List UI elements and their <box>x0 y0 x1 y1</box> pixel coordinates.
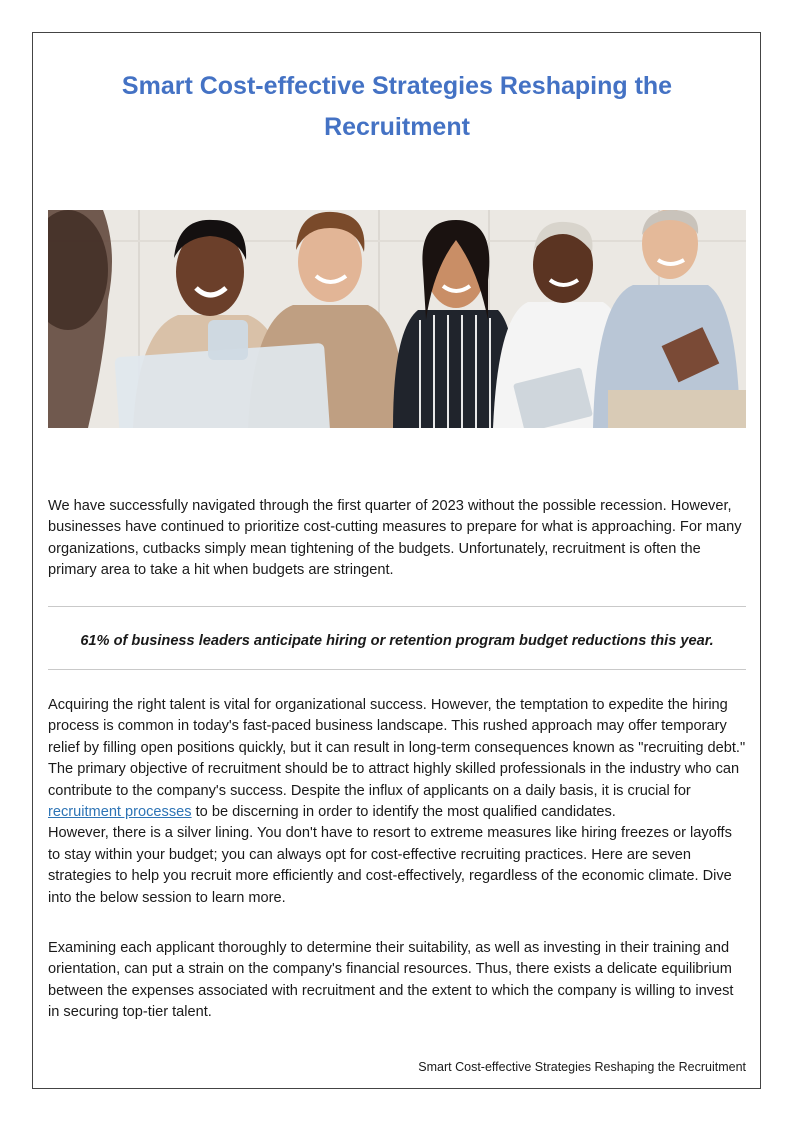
body-paragraph <box>48 695 746 909</box>
closing-paragraph: Examining each applicant thoroughly to determine their suitability, as well as investing in their training and orientation, can put a strain on the company's financial resources. Thus, there exists a delicate equilibrium between the expenses associated with recruitment and the extent to which the company is willing to invest in securing top-tier talent. <box>48 940 734 1021</box>
body-text-part1: Acquiring the right talent is vital for organizational success. However, the temptation to expedite the hiring process is common in today's fast-paced business landscape. This rushed approach may offer temporary relief by filling open positions quickly, but it can result in long-term consequences known as "recruiting debt." The primary objective of recruitment should be to attract highly skilled professionals in the industry who can contribute to the company's success. Despite the influx of applicants on a daily basis, it is crucial for <box>48 697 746 799</box>
page-title: Smart Cost-effective Strategies Reshaping the Recruitment <box>121 72 673 141</box>
intro-paragraph: We have successfully navigated through the first quarter of 2023 without the possible recession. However, businesses have continued to prioritize cost-cutting measures to prepare for what is approaching. For many organizations, cutbacks simply mean tightening of the budgets. Unfortunately, recruitment is often the primary area to take a hit when budgets are stringent. <box>48 498 742 579</box>
hero-image <box>48 210 746 428</box>
quote-divider-top <box>48 606 746 607</box>
body-text-part3: However, there is a silver lining. You don't have to resort to extreme measures like hiring freezes or layoffs to stay within your budget; you can always opt for cost-effective recruiting practices. Here are seven strategies to help you recruit more efficiently and cost-effectively, regardless of the economic climate. Dive into the below session to learn more. <box>48 825 732 906</box>
pull-quote: 61% of business leaders anticipate hiring or retention program budget reductions this year. <box>80 633 714 649</box>
page-footer: Smart Cost-effective Strategies Reshaping the Recruitment <box>418 1060 746 1074</box>
quote-divider-bottom <box>48 669 746 670</box>
recruitment-processes-link[interactable]: recruitment processes <box>48 804 192 821</box>
body-text-part2: to be discerning in order to identify the most qualified candidates. <box>191 804 616 821</box>
